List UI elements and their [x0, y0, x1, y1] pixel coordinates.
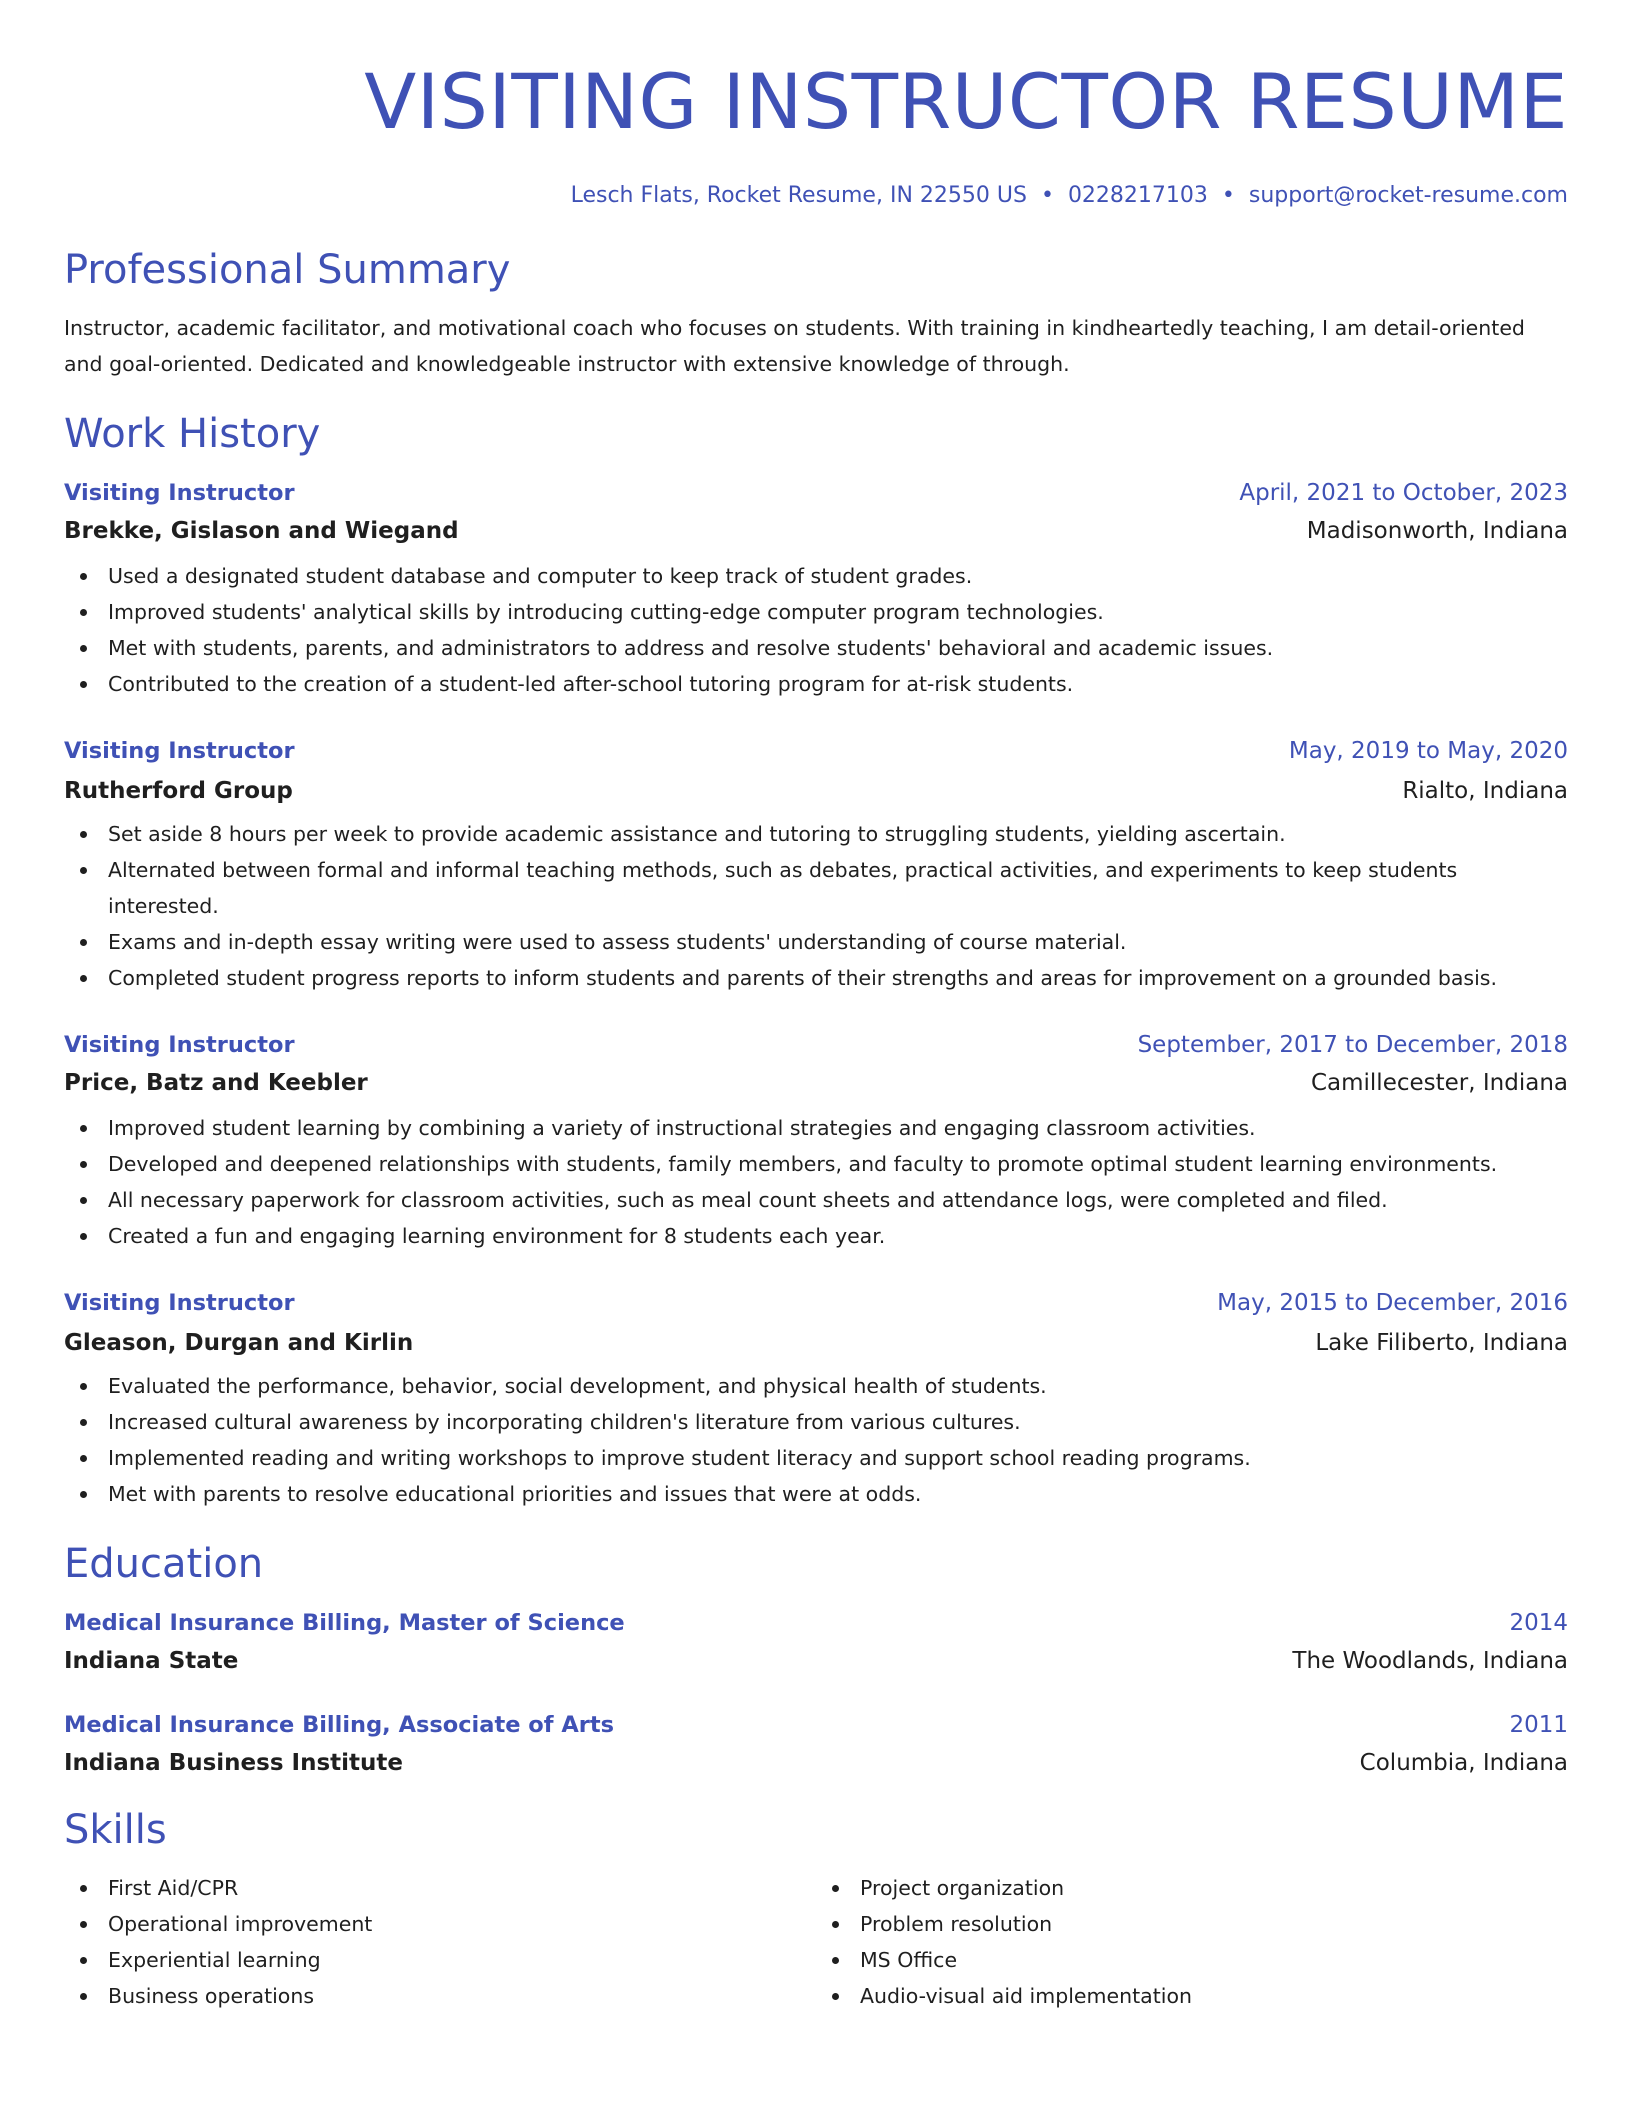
contact-address: Lesch Flats, Rocket Resume, IN 22550 US [570, 183, 1027, 208]
contact-separator: • [1221, 183, 1235, 208]
job-bullet: Met with parents to resolve educational priorities and issues that were at odds. [108, 1476, 1568, 1512]
job-location: Madisonworth, Indiana [1306, 518, 1568, 544]
job-company: Rutherford Group [64, 778, 293, 804]
skills-list-left [64, 1870, 816, 2014]
skill-item: Project organization [860, 1870, 1568, 1906]
job-bullet: Increased cultural awareness by incorporating children's literature from various cultures. [108, 1404, 1568, 1440]
skill-item: MS Office [860, 1942, 1568, 1978]
job-role: Visiting Instructor [64, 1290, 295, 1316]
skill-item: Problem resolution [860, 1906, 1568, 1942]
job-bullet: Exams and in-depth essay writing were used to assess students' understanding of course material. [108, 924, 1568, 960]
job-entry [64, 1030, 1568, 1254]
job-bullet: Alternated between formal and informal teaching methods, such as debates, practical activities, and experiments to keep students interested. [108, 852, 1568, 924]
job-company: Gleason, Durgan and Kirlin [64, 1330, 414, 1356]
skills-heading: Skills [64, 1807, 167, 1853]
skills-columns [64, 1870, 1568, 2014]
job-bullet: All necessary paperwork for classroom activities, such as meal count sheets and attendance logs, were completed and filed. [108, 1182, 1568, 1218]
skill-item: Audio-visual aid implementation [860, 1978, 1568, 2014]
education-degree: Medical Insurance Billing, Master of Science [64, 1610, 625, 1636]
education-degree: Medical Insurance Billing, Associate of Arts [64, 1712, 615, 1738]
job-bullets [64, 816, 1568, 996]
contact-phone: 0228217103 [1067, 183, 1208, 208]
job-company: Brekke, Gislason and Wiegand [64, 518, 459, 544]
job-dates: April, 2021 to October, 2023 [1239, 480, 1568, 506]
education-heading: Education [64, 1541, 264, 1587]
education-year: 2011 [1509, 1712, 1568, 1738]
work-history-heading: Work History [64, 411, 321, 457]
job-entry [64, 736, 1568, 996]
job-bullet: Contributed to the creation of a student-led after-school tutoring program for at-risk students. [108, 666, 1568, 702]
job-bullets [64, 1110, 1568, 1254]
skill-item: Experiential learning [108, 1942, 816, 1978]
education-entry [64, 1608, 1568, 1676]
education-location: Columbia, Indiana [1359, 1750, 1568, 1776]
job-dates: May, 2019 to May, 2020 [1288, 738, 1568, 764]
job-location: Camillecester, Indiana [1310, 1070, 1568, 1096]
job-bullet: Evaluated the performance, behavior, social development, and physical health of students. [108, 1368, 1568, 1404]
job-bullet: Improved students' analytical skills by introducing cutting-edge computer program technologies. [108, 594, 1568, 630]
contact-separator: • [1040, 183, 1054, 208]
contact-email: support@rocket-resume.com [1248, 183, 1568, 208]
job-company: Price, Batz and Keebler [64, 1070, 368, 1096]
summary-text: Instructor, academic facilitator, and motivational coach who focuses on students. With training in kindheartedly teaching, I am detail-oriented and goal-oriented. Dedicated and knowledgeable instructor with extensive knowledge of through. [64, 316, 1525, 376]
job-entry [64, 1288, 1568, 1512]
job-bullet: Created a fun and engaging learning environment for 8 students each year. [108, 1218, 1568, 1254]
contact-line [64, 182, 1568, 210]
education-school: Indiana Business Institute [64, 1750, 404, 1776]
job-role: Visiting Instructor [64, 480, 295, 506]
job-bullet: Set aside 8 hours per week to provide academic assistance and tutoring to struggling students, yielding ascertain. [108, 816, 1568, 852]
education-entry [64, 1710, 1568, 1778]
education-year: 2014 [1509, 1610, 1568, 1636]
job-location: Rialto, Indiana [1402, 778, 1568, 804]
skill-item: First Aid/CPR [108, 1870, 816, 1906]
job-bullet: Met with students, parents, and administrators to address and resolve students' behavioral and academic issues. [108, 630, 1568, 666]
job-bullet: Developed and deepened relationships with students, family members, and faculty to promote optimal student learning environments. [108, 1146, 1568, 1182]
education-location: The Woodlands, Indiana [1292, 1648, 1568, 1674]
job-entry [64, 478, 1568, 702]
job-dates: May, 2015 to December, 2016 [1217, 1290, 1568, 1316]
job-role: Visiting Instructor [64, 1032, 295, 1058]
job-location: Lake Filiberto, Indiana [1315, 1330, 1568, 1356]
skills-list-right [816, 1870, 1568, 2014]
job-bullet: Improved student learning by combining a variety of instructional strategies and engaging classroom activities. [108, 1110, 1568, 1146]
job-bullet: Used a designated student database and computer to keep track of student grades. [108, 558, 1568, 594]
resume-title: VISITING INSTRUCTOR RESUME [364, 57, 1568, 146]
job-bullets [64, 1368, 1568, 1512]
job-role: Visiting Instructor [64, 738, 295, 764]
skill-item: Business operations [108, 1978, 816, 2014]
summary-heading: Professional Summary [64, 247, 511, 293]
job-bullets [64, 558, 1568, 702]
education-school: Indiana State [64, 1648, 239, 1674]
job-bullet: Implemented reading and writing workshops to improve student literacy and support school reading programs. [108, 1440, 1568, 1476]
skill-item: Operational improvement [108, 1906, 816, 1942]
job-bullet: Completed student progress reports to inform students and parents of their strengths and areas for improvement on a grounded basis. [108, 960, 1568, 996]
job-dates: September, 2017 to December, 2018 [1137, 1032, 1568, 1058]
